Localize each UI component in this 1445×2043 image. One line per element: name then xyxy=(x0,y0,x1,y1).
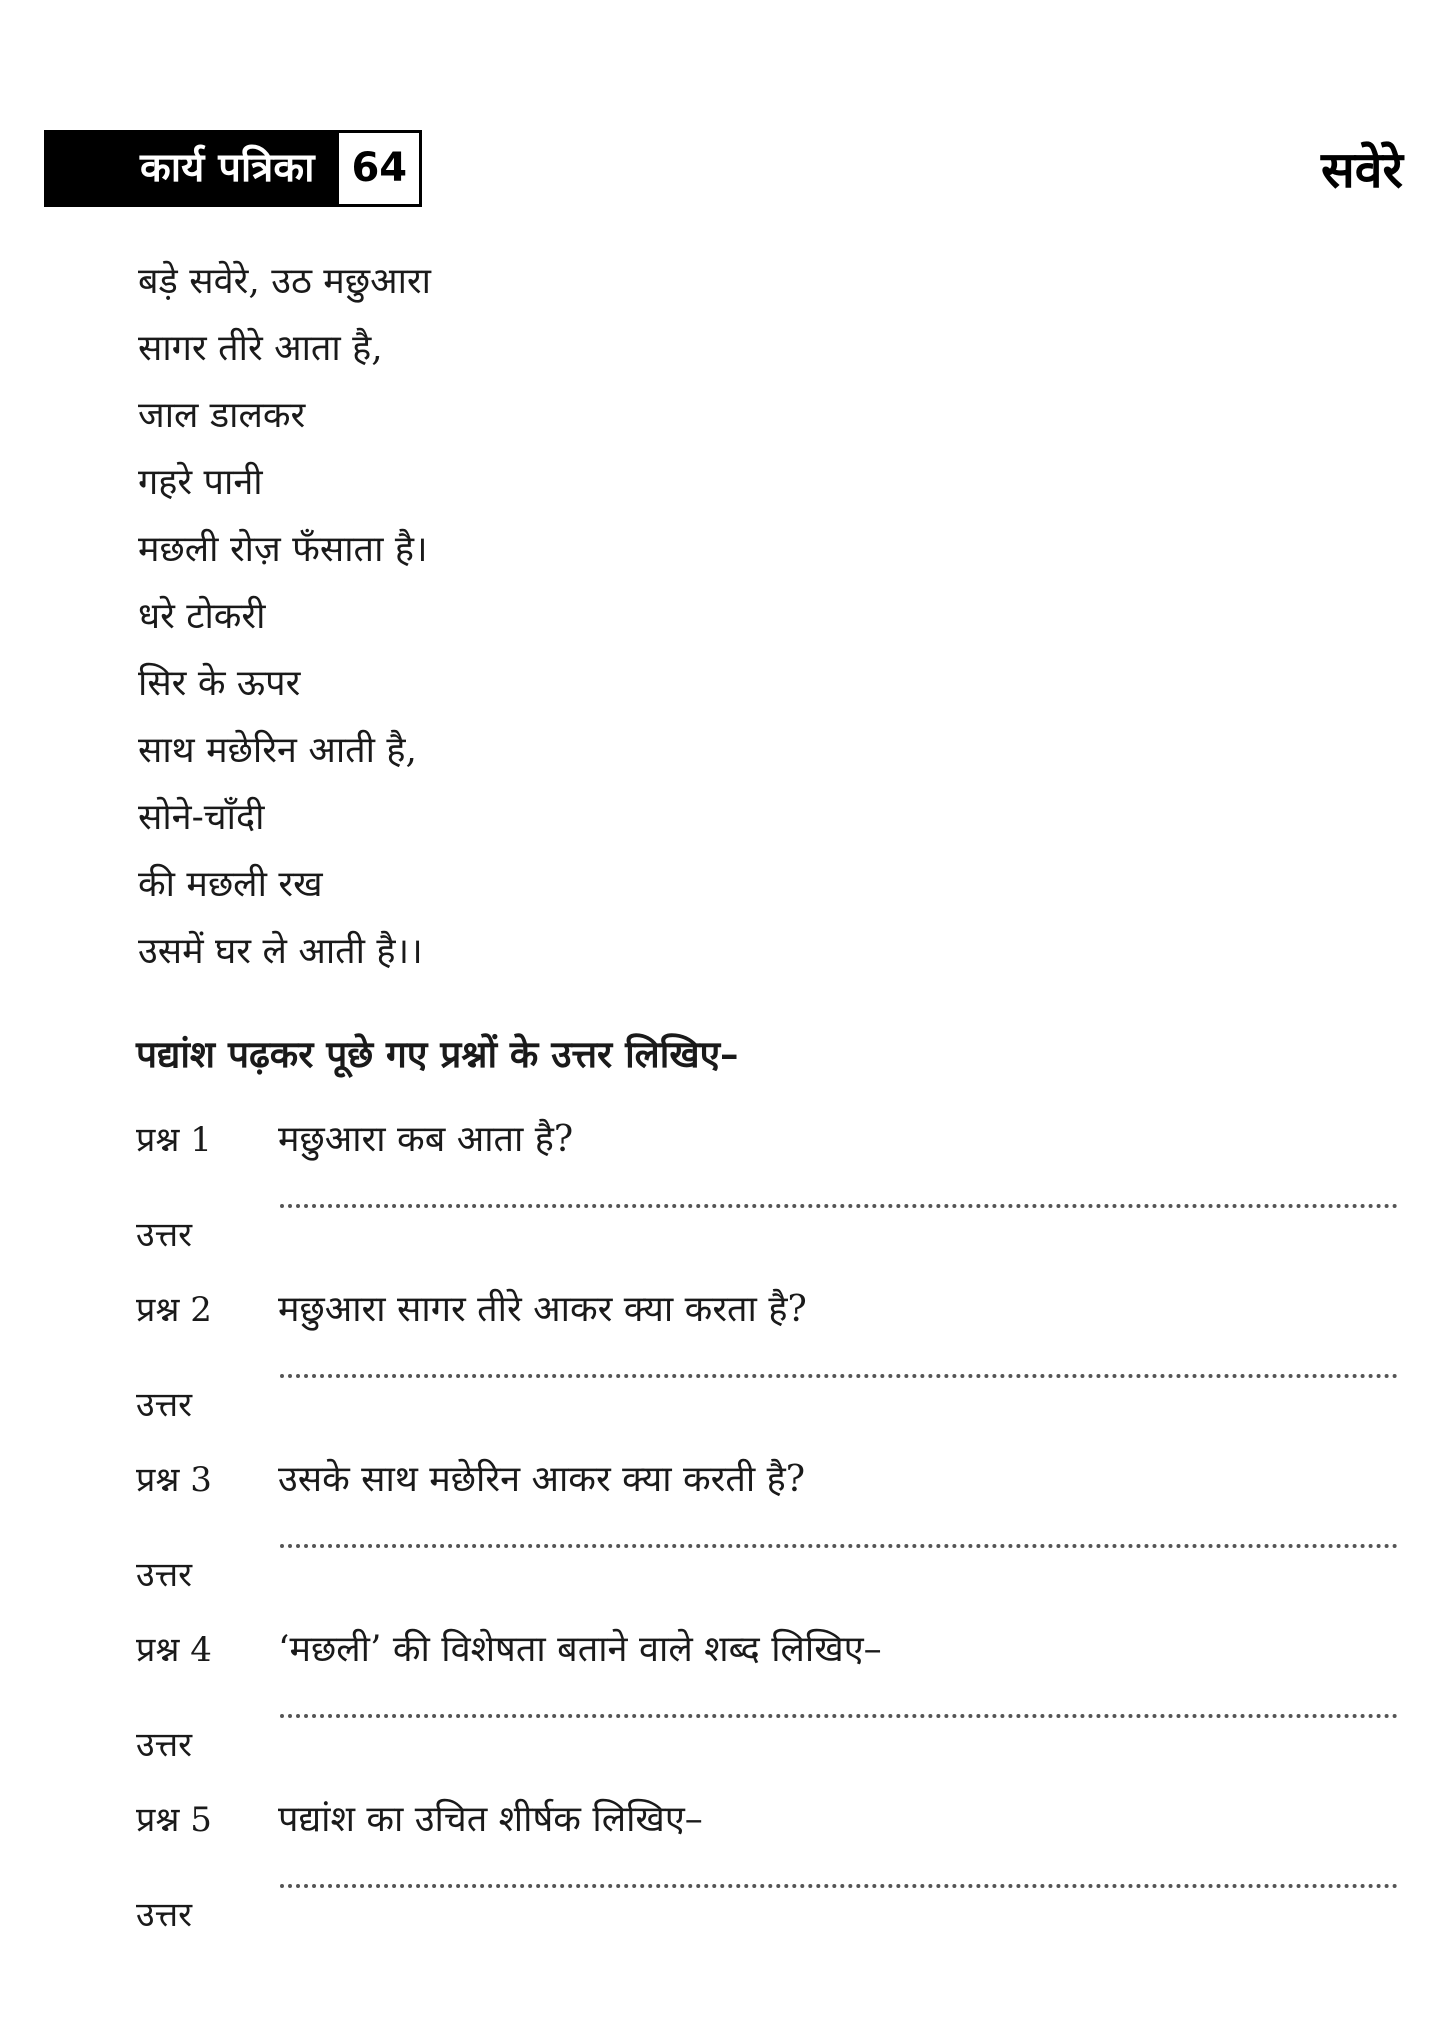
worksheet-number: 64 xyxy=(336,130,422,207)
instruction: पद्यांश पढ़कर पूछे गए प्रश्नों के उत्तर लिखिए– xyxy=(136,1032,739,1076)
worksheet-header xyxy=(44,130,422,207)
worksheet-label: कार्य पत्रिका xyxy=(44,130,336,207)
answer-line[interactable] xyxy=(280,1884,1398,1888)
answer-line[interactable] xyxy=(280,1544,1398,1548)
answer-line[interactable] xyxy=(280,1374,1398,1378)
question-text: मछुआरा सागर तीरे आकर क्या करता है? xyxy=(278,1289,807,1330)
poem-line: गहरे पानी xyxy=(138,462,263,503)
answer-label: उत्तर xyxy=(136,1555,193,1595)
question-item xyxy=(136,1450,1398,1620)
question-item xyxy=(136,1110,1398,1280)
question-item xyxy=(136,1280,1398,1450)
answer-line[interactable] xyxy=(280,1204,1398,1208)
poem-line: धरे टोकरी xyxy=(138,596,266,637)
answer-label: उत्तर xyxy=(136,1895,193,1935)
question-list xyxy=(136,1110,1398,1960)
poem-line: सागर तीरे आता है, xyxy=(138,328,383,369)
answer-label: उत्तर xyxy=(136,1215,193,1255)
poem-line: जाल डालकर xyxy=(138,395,306,436)
poem-line: की मछली रख xyxy=(138,864,323,905)
question-label: प्रश्न 2 xyxy=(136,1290,212,1330)
question-label: प्रश्न 1 xyxy=(136,1120,212,1160)
poem-line: सिर के ऊपर xyxy=(138,663,301,704)
question-item xyxy=(136,1790,1398,1960)
poem-line: सोने-चाँदी xyxy=(138,797,265,838)
question-label: प्रश्न 5 xyxy=(136,1800,212,1840)
question-text: ‘मछली’ की विशेषता बताने वाले शब्द लिखिए– xyxy=(278,1629,882,1670)
poem-line: साथ मछेरिन आती है, xyxy=(138,730,417,771)
question-text: मछुआरा कब आता है? xyxy=(278,1119,574,1160)
lesson-title: सवेरे xyxy=(1320,141,1403,199)
question-text: पद्यांश का उचित शीर्षक लिखिए– xyxy=(278,1799,703,1840)
poem-line: मछली रोज़ फँसाता है। xyxy=(138,529,428,570)
question-label: प्रश्न 4 xyxy=(136,1630,212,1670)
poem xyxy=(138,252,431,989)
answer-line[interactable] xyxy=(280,1714,1398,1718)
question-label: प्रश्न 3 xyxy=(136,1460,212,1500)
question-item xyxy=(136,1620,1398,1790)
poem-line: उसमें घर ले आती है।। xyxy=(138,931,423,972)
poem-line: बड़े सवेरे, उठ मछुआरा xyxy=(138,261,431,302)
question-text: उसके साथ मछेरिन आकर क्या करती है? xyxy=(278,1459,806,1500)
answer-label: उत्तर xyxy=(136,1725,193,1765)
answer-label: उत्तर xyxy=(136,1385,193,1425)
